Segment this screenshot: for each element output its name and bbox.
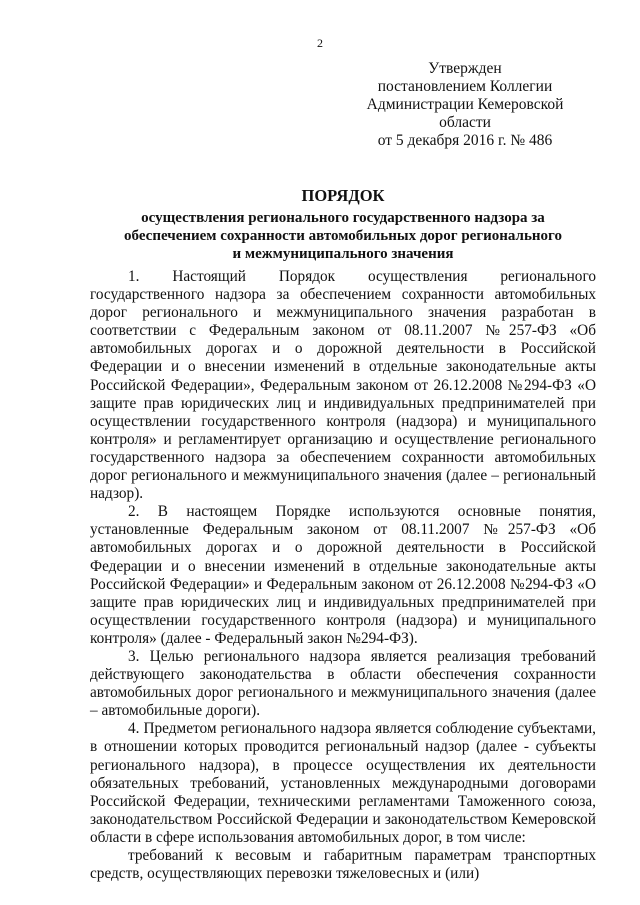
approval-line-date: от 5 декабря 2016 г. № 486 (377, 132, 553, 149)
paragraph-5: требований к весовым и габаритным параметрам транспортных средств, осуществляющих перевозки тяжеловесных и (или) (90, 847, 596, 883)
paragraph-1: 1. Настоящий Порядок осуществления регионального государственного надзора за обеспечением сохранности автомобильных дорог регионального и межмуниципального значения разработан в соответствии с Федеральным законом от 08.11.2007 №257-ФЗ «Об автомобильных дорогах и о дорожной деятельности в Российской Федерации и о внесении изменений в отдельные законодательные акты Российской Федерации», Федеральным законом от 26.12.2008 №294-ФЗ «О защите прав юридических лиц и индивидуальных предпринимателей при осуществлении государственного контроля (надзора) и муниципального контроля» и регламентирует организацию и осуществление регионального государственного надзора за обеспечением сохранности автомобильных дорог регионального и межмуниципального значения (далее – региональный надзор). (90, 268, 596, 503)
approval-line-administration: Администрации Кемеровской области (366, 96, 564, 131)
title-line-2: обеспечением сохранности автомобильных дорог регионального (124, 228, 562, 244)
title-main: ПОРЯДОК (301, 186, 385, 205)
paragraph-3: 3. Целью регионального надзора является реализация требований действующего законодательства в области обеспечения сохранности автомобильных дорог регионального и межмуниципального значения (далее – автомобильные дороги). (90, 647, 596, 720)
document-body (90, 268, 596, 883)
title-line-3: и межмуниципального значения (232, 246, 454, 262)
paragraph-4: 4. Предметом регионального надзора является соблюдение субъектами, в отношении которых проводится региональный надзор (далее - субъекты регионального надзора), в процессе осуществления их деятельности обязательных требований, установленных международными договорами Российской Федерации, техническими регламентами Таможенного союза, законодательством Российской Федерации и законодательством Кемеровской области в сфере использования автомобильных дорог, в том числе: (90, 720, 596, 846)
document-title (90, 186, 596, 263)
paragraph-2: 2. В настоящем Порядке используются основные понятия, установленные Федеральным законом от 08.11.2007 №257-ФЗ «Об автомобильных дорогах и о дорожной деятельности в Российской Федерации и о внесении изменений в отдельные законодательные акты Российской Федерации» и Федеральным законом от 26.12.2008 №294-ФЗ «О защите прав юридических лиц и индивидуальных предпринимателей при осуществлении государственного контроля (надзора) и муниципального контроля» (далее - Федеральный закон №294-ФЗ). (90, 503, 596, 647)
approval-stamp (340, 60, 590, 150)
page-number: 2 (317, 36, 323, 50)
title-line-1: осуществления регионального государственного надзора за (141, 210, 545, 226)
approval-line-approved: Утвержден (428, 60, 502, 77)
approval-line-resolution: постановлением Коллегии (377, 78, 553, 95)
